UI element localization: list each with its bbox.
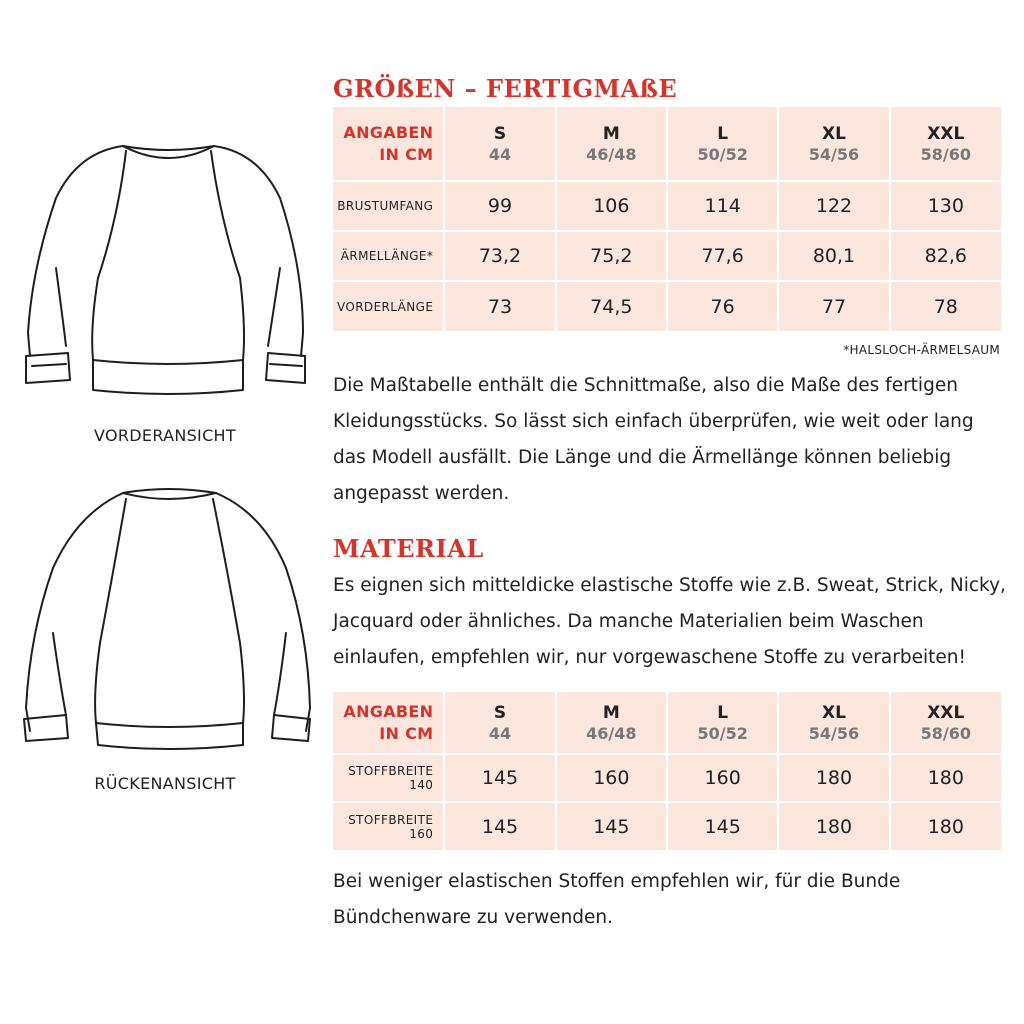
size-letter: XL [822,702,846,723]
size-col-l [667,692,778,754]
size-col-m [556,107,667,181]
closing-note: Bei weniger elastischen Stoffen empfehlen wir, für die Bunde Bündchenware zu verwenden. [333,871,901,928]
size-col-s [444,107,555,181]
size-eu: 44 [488,144,512,164]
table-cell: 180 [890,754,1001,802]
table-row [333,181,1001,231]
front-view-caption: VORDERANSICHT [94,426,236,445]
size-col-s [444,692,555,754]
table-cell: 160 [556,754,667,802]
size-table-header-label [333,107,444,181]
size-letter: L [717,702,729,723]
header-label-line1: ANGABEN [343,122,434,142]
table-cell: 122 [778,181,889,231]
back-view-illustration [18,483,313,758]
size-eu: 58/60 [920,723,971,743]
header-label-line2: IN CM [379,723,434,743]
table-cell: 77 [778,281,889,331]
table-cell: 74,5 [556,281,667,331]
size-eu: 54/56 [808,144,860,164]
material-heading: MATERIAL [333,534,484,563]
size-eu: 50/52 [697,723,748,743]
size-eu: 54/56 [808,723,860,743]
table-cell: 73 [444,281,555,331]
table-cell: 180 [890,802,1001,850]
size-col-xxl [890,107,1001,181]
table-cell: 76 [667,281,778,331]
table-cell: 145 [444,802,555,850]
table-cell: 180 [778,754,889,802]
sizes-heading: GRÖßEN – FERTIGMAßE [333,74,678,103]
size-eu: 50/52 [697,144,748,164]
table-cell: 180 [778,802,889,850]
size-letter: S [493,702,507,723]
table-cell: 106 [556,181,667,231]
size-table [333,107,1001,331]
row-label: ÄRMELLÄNGE* [333,231,444,281]
row-label: STOFFBREITE 160 [333,802,444,850]
table-cell: 114 [667,181,778,231]
table-cell: 99 [444,181,555,231]
size-letter: XXL [927,702,965,723]
size-col-xl [778,107,889,181]
size-letter: L [717,123,729,144]
material-table [333,692,1001,850]
front-view-illustration [18,128,313,398]
material-table-header-label [333,692,444,754]
row-label: STOFFBREITE 140 [333,754,444,802]
table-cell: 160 [667,754,778,802]
row-label: VORDERLÄNGE [333,281,444,331]
size-table-header-row [333,107,1001,181]
table-cell: 82,6 [890,231,1001,281]
table-cell: 80,1 [778,231,889,281]
size-col-xxl [890,692,1001,754]
back-view-caption: RÜCKENANSICHT [94,774,236,793]
table-cell: 130 [890,181,1001,231]
table-row [333,754,1001,802]
table-cell: 73,2 [444,231,555,281]
table-cell: 77,6 [667,231,778,281]
size-eu: 46/48 [586,144,637,164]
table-row [333,231,1001,281]
size-eu: 58/60 [920,144,971,164]
header-label-line1: ANGABEN [343,701,434,721]
material-description: Es eignen sich mitteldicke elastische Stoffe wie z.B. Sweat, Strick, Nicky, Jacquard oder ähnliches. Da manche Materialien beim Waschen einlaufen, empfehlen wir, nur vorgewaschene Stoffe zu verarbeiten! [333,575,1006,668]
table-cell: 145 [556,802,667,850]
table-cell: 78 [890,281,1001,331]
size-letter: XL [822,123,846,144]
size-eu: 46/48 [586,723,637,743]
table-cell: 145 [667,802,778,850]
size-col-xl [778,692,889,754]
size-col-m [556,692,667,754]
table-cell: 75,2 [556,231,667,281]
header-label-line2: IN CM [379,144,434,164]
size-description: Die Maßtabelle enthält die Schnittmaße, also die Maße des fertigen Kleidungsstücks. So lässt sich einfach überprüfen, wie weit oder lang das Modell ausfällt. Die Länge und die Ärmellänge können beliebig angepasst werden. [333,375,974,504]
size-letter: S [493,123,507,144]
size-letter: M [602,702,620,723]
size-col-l [667,107,778,181]
size-letter: XXL [927,123,965,144]
table-row [333,802,1001,850]
row-label: BRUSTUMFANG [333,181,444,231]
sleeve-footnote: *HALSLOCH-ÄRMELSAUM [843,343,1000,357]
size-letter: M [602,123,620,144]
material-table-header-row [333,692,1001,754]
table-row [333,281,1001,331]
table-cell: 145 [444,754,555,802]
size-eu: 44 [488,723,512,743]
